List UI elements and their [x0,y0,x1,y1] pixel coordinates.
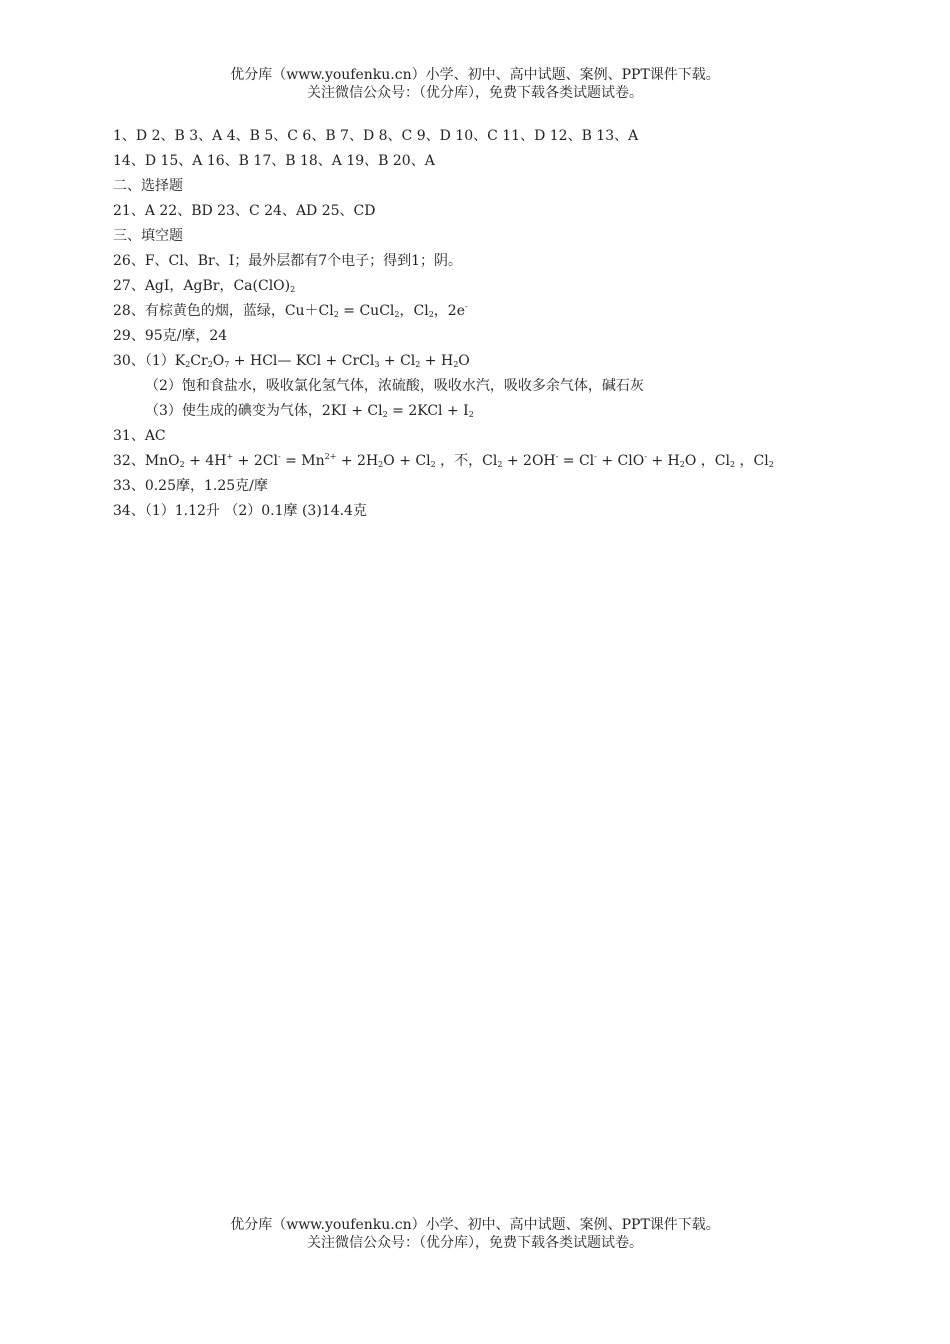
answer-key [113,124,843,524]
header-line-2: 关注微信公众号：（优分库），免费下载各类试题试卷。 [307,85,643,101]
header-line-1: 优分库（www.youfenku.cn）小学、初中、高中试题、案例、PPT课件下载。 [230,67,720,83]
answer-29: 29、95克/摩，24 [113,328,228,344]
answer-30-2: （2）饱和食盐水，吸收氯化氢气体，浓硫酸，吸收水汽，吸收多余气体，碱石灰 [145,378,644,394]
answers-1-13: 1、D 2、B 3、A 4、B 5、C 6、B 7、D 8、C 9、D 10、C 11、D 12、B 13、A [113,128,639,144]
page-footer [0,1216,950,1252]
answer-31: 31、AC [113,428,166,444]
answer-34: 34、（1）1.12升 （2）0.1摩 (3)14.4克 [113,503,367,519]
answer-28: 28、有棕黄色的烟，蓝绿，$Cu+Cl_2$ = CuCl$_2$，$Cl_2$，2e- [113,302,468,319]
answer-26: 26、F、Cl、Br、I；最外层都有7个电子；得到1；阴。 [113,253,463,269]
answer-27: 27、AgI，AgBr，$Ca(ClO)_2$ [113,278,296,294]
section-heading-choice: 二、选择题 [113,178,183,194]
footer-line-1: 优分库（www.youfenku.cn）小学、初中、高中试题、案例、PPT课件下载。 [230,1217,720,1233]
footer-line-2: 关注微信公众号：（优分库），免费下载各类试题试卷。 [307,1235,643,1251]
answer-33: 33、0.25摩，1.25克/摩 [113,478,268,494]
section-heading-fill: 三、填空题 [113,228,183,244]
answer-32: 32、$MnO_2 + 4H^+ + 2Cl^- = Mn^{2+} + 2H_2O + Cl_2$ ，不，$Cl_2 + 2OH^- = Cl^- + ClO^- + H_2O$ ，$Cl_2$ ，$Cl_2$ [113,452,774,469]
answer-30-1: 30、$(1)K_2Cr_2O_7$ + HCl— KCl + CrCl$_3$ + $Cl_2 + H_2O$ [113,353,470,369]
answer-30-3: （3）使生成的碘变为气体，$2KI + Cl_2 = 2KCl + I_2$ [145,403,474,419]
answers-21-25: 21、A 22、BD 23、C 24、AD 25、CD [113,203,376,219]
answers-14-20: 14、D 15、A 16、B 17、B 18、A 19、B 20、A [113,153,435,169]
page-header [0,66,950,102]
